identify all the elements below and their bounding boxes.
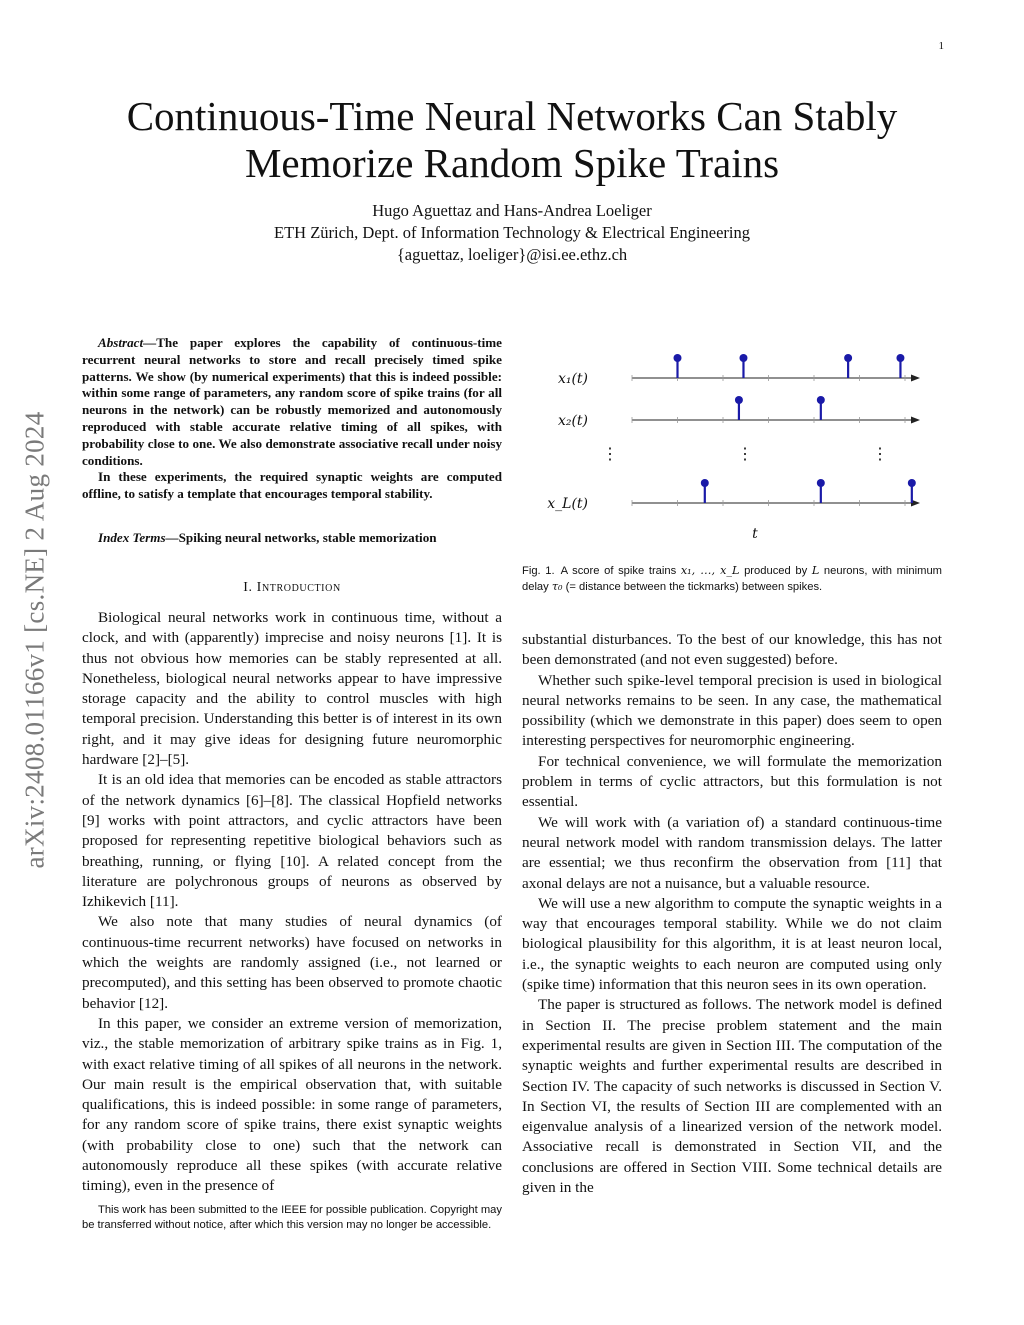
email: {aguettaz, loeliger}@isi.ee.ethz.ch — [396, 245, 628, 264]
axis-arrowhead — [911, 375, 920, 382]
train-label: x_L(t) — [547, 496, 588, 512]
abstract-text-1: The paper explores the capability of continuous-time recurrent neural networks to store and recall precisely timed spike patterns. We show (by numerical experiments) that this is indeed possible: within some range of parameters, any random score of spike trains (for all neurons in the network) can be robustly memorized and autonomously reproduced with stable accurate relative timing of all spikes, with probability close to one. We also demonstrate associative recall under noisy conditions. — [82, 335, 502, 468]
spike-head — [844, 354, 852, 362]
index-terms — [82, 530, 502, 547]
caption-text: A score of spike trains — [560, 565, 681, 577]
vertical-ellipsis: ⋮ — [872, 444, 888, 463]
paragraph: It is an old idea that memories can be encoded as stable attractors of the network dynamics [6]–[8]. The classical Hopfield networks [9] works with point attractors, and cyclic attractors have been proposed for representing repetitive biological behaviors such as breathing, running, or flying [10]. A related concept from the literature are polychronous groups of neurons as observed by Izhikevich [11]. — [82, 771, 502, 911]
page-number: 1 — [938, 40, 944, 52]
vertical-ellipsis: ⋮ — [737, 444, 753, 463]
abstract-para-1 — [82, 335, 502, 469]
caption-text: produced by — [739, 565, 812, 577]
caption-math: x₁, …, x_L — [680, 564, 740, 577]
title-line-1: Continuous-Time Neural Networks Can Stably — [126, 93, 898, 139]
figure-spike-trains — [540, 345, 940, 545]
spike-head — [701, 479, 709, 487]
author-block — [0, 200, 1024, 266]
paragraph: substantial disturbances. To the best of our knowledge, this has not been demonstrated (and not even suggested) before. — [522, 631, 942, 669]
axis-label-t: t — [752, 526, 758, 542]
left-column-body — [82, 608, 502, 1197]
spike-head — [817, 396, 825, 404]
section-heading-introduction: I. Introduction — [243, 580, 341, 595]
index-terms-text: Spiking neural networks, stable memorization — [178, 530, 437, 545]
title-line-2: Memorize Random Spike Trains — [244, 140, 780, 186]
spike-head — [817, 479, 825, 487]
axis-arrowhead — [911, 417, 920, 424]
paragraph: Biological neural networks work in continuous time, without a clock, and with (apparently) imprecise and noisy neurons [1]. It is thus not obvious how memories can be stably represented at all. Nonetheless, biological neural networks appear to have impressive storage capacity and the ability to control muscles with high temporal precision. Understanding this better is of interest in its own right, and it may give ideas for designing future neuromorphic hardware [2]–[5]. — [82, 609, 502, 769]
caption-text: neurons, with minimum delay — [522, 565, 942, 593]
author-names: Hugo Aguettaz and Hans-Andrea Loeliger — [372, 201, 652, 220]
paragraph: We also note that many studies of neural dynamics (of continuous-time recurrent networks) have focused on networks in which the weights are randomly assigned (i.e., not learned or precomputed), and this setting has been observed to promote chaotic behavior [12]. — [82, 913, 502, 1012]
caption-math: L — [811, 564, 820, 577]
affiliation: ETH Zürich, Dept. of Information Technology & Electrical Engineering — [274, 223, 750, 242]
vertical-ellipsis: ⋮ — [602, 444, 618, 463]
abstract-label: Abstract— — [98, 335, 157, 350]
spike-head — [896, 354, 904, 362]
spike-head — [735, 396, 743, 404]
footnote: This work has been submitted to the IEEE for possible publication. Copyright may be transferred without notice, after which this version may no longer be accessible. — [82, 1204, 502, 1231]
train-label: x₂(t) — [557, 413, 588, 429]
paper-title — [0, 93, 1024, 187]
spike-head — [674, 354, 682, 362]
right-column-body — [522, 630, 942, 1198]
paragraph: We will work with (a variation of) a standard continuous-time neural network model with random transmission delays. The latter are essential; we thus reconfirm the observation from [11] that axonal delays are not a nuisance, but a valuable resource. — [522, 813, 942, 892]
index-terms-label: Index Terms— — [98, 530, 179, 545]
paragraph: In this paper, we consider an extreme version of memorization, viz., the stable memorization of arbitrary spike trains as in Fig. 1, with exact relative timing of all spikes of all neurons in the network. Our main result is the empirical observation that, with suitable qualifications, this is indeed possible: in some range of parameters, for any random score of spike trains, there exist synaptic weights (with probability close to one) such that the network can autonomously reproduce all these spikes (with accurate relative timing), even in the presence of — [82, 1014, 502, 1195]
paragraph: The paper is structured as follows. The network model is defined in Section II. The precise problem statement and the main experimental results are given in Section III. The computation of the synaptic weights and further experimental results are described in Section IV. The capacity of such networks is discussed in Section V. In Section VI, the results of Section III are complemented with an eigenvalue analysis of a linearized version of the network model. Associative recall is demonstrated in Section VII, and the conclusions are offered in Section VIII. Some technical details are given in the — [522, 996, 942, 1197]
figure-label: Fig. 1. — [522, 565, 555, 577]
caption-math: τ₀ — [551, 580, 563, 593]
figure-caption — [522, 563, 942, 595]
spike-head — [739, 354, 747, 362]
paragraph: We will use a new algorithm to compute the synaptic weights in a way that encourages temporal stability. While we do not claim biological plausibility for this algorithm, it is at least neuron local, i.e., the synaptic weights to each neuron are computed using only (spike time) information that this neuron sees in its own operation. — [522, 894, 942, 994]
arxiv-stamp: arXiv:2408.01166v1 [cs.NE] 2 Aug 2024 — [19, 411, 50, 869]
paragraph: Whether such spike-level temporal precision is used in biological neural networks remains to be seen. In any case, the mathematical possibility (which we demonstrate in this paper) does seem to open interesting perspectives for neuromorphic engineering. — [522, 671, 942, 750]
abstract — [82, 335, 502, 503]
spike-train-diagram — [540, 345, 940, 545]
train-label: x₁(t) — [557, 371, 588, 387]
caption-text: (= distance between the tickmarks) between spikes. — [562, 581, 823, 593]
spike-head — [908, 479, 916, 487]
abstract-para-2: In these experiments, the required synaptic weights are computed offline, to satisfy a template that encourages temporal stability. — [82, 469, 502, 502]
paragraph: For technical convenience, we will formulate the memorization problem in terms of cyclic attractors, but this formulation is not essential. — [522, 752, 942, 811]
